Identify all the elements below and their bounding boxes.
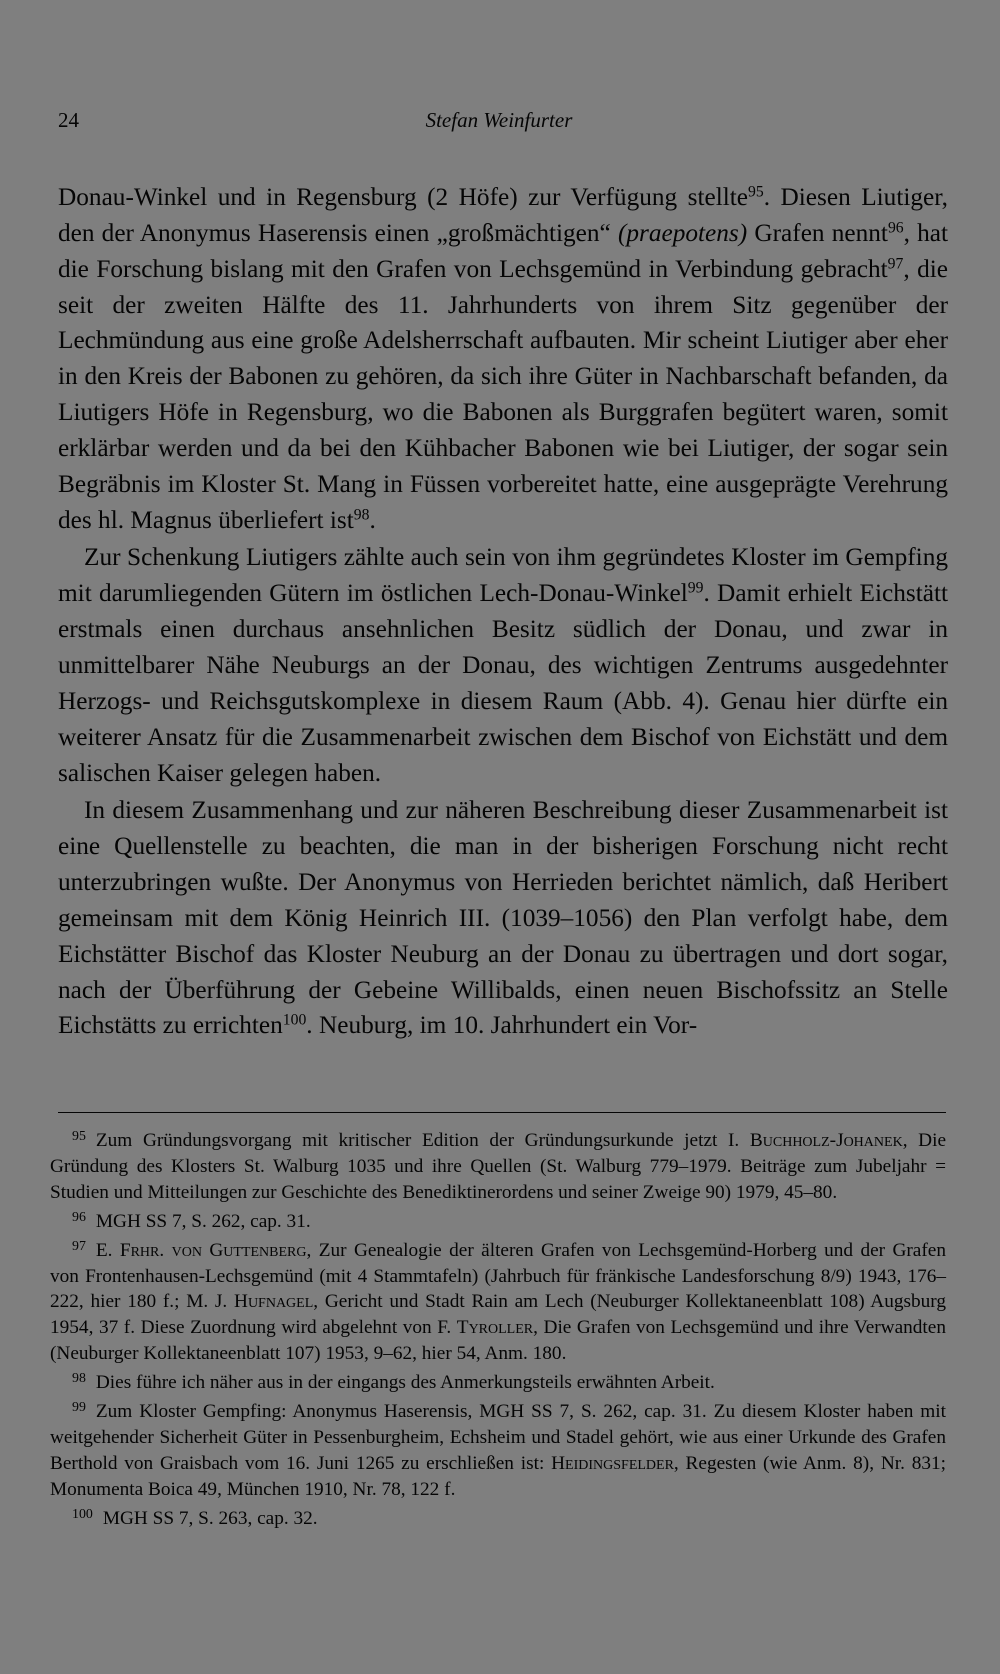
text-run: , die seit der zweiten Hälfte des 11. Jahrhunderts von ihrem Sitz gegenüber der Lechmündung aus eine große Adelsherrschaft aufbauten. Mir scheint Liutiger aber eher in den Kreis der Babonen zu gehören, da sich ihre Güter in Nachbarschaft befanden, da Liutigers Höfe in Regensburg, wo die Babonen als Burggrafen begütert waren, somit erklärbar werden und da bei den Kühbacher Babonen wie bei Liutiger, der sogar sein Begräbnis im Kloster St. Mang in Füssen vorbereitet hatte, eine ausgeprägte Verehrung des hl. Magnus überliefert ist <box>58 254 948 534</box>
footnote-96: 96 MGH SS 7, S. 262, cap. 31. <box>72 1209 311 1232</box>
footnote-97: 97 E. Frhr. von Guttenberg, Zur Genealogie der älteren Grafen von Lechsgemünd-Horberg und der Grafen von Frontenhausen-Lechsgemünd (mit 4 Stammtafeln) (Jahrbuch für fränkische Landesforschung 8/9) 1943, 176–222, hier 180 f.; M. J. Hufnagel, Gericht und Stadt Rain am Lech (Neuburger Kollektaneenblatt 108) Augsburg 1954, 37 f. Diese Zuordnung wird abgelehnt von F. Tyroller, Die Grafen von Lechsgemünd und ihre Verwandten (Neuburger Kollektaneenblatt 107) 1953, 9–62, hier 54, Anm. 180. <box>50 1238 946 1365</box>
text-run: . Diesen Liutiger, den der Anonymus Haserensis einen „großmächtigen“ <box>58 183 948 247</box>
author-name: Hufnagel <box>234 1291 314 1313</box>
italic-term: (praepotens) <box>617 218 748 247</box>
footnote-text: , Regesten (wie Anm. 8), Nr. 831; Monumenta Boica 49, München 1910, Nr. 78, 122 f. <box>50 1452 946 1500</box>
footnote-text: MGH SS 7, S. 263, cap. 32. <box>102 1507 318 1529</box>
footnote-ref: 97 <box>887 255 904 273</box>
footnote-ref: 96 <box>887 219 904 237</box>
text-run: Grafen nennt <box>747 218 888 247</box>
author-name: Tyroller <box>456 1317 534 1339</box>
author-name: Frhr. von Guttenberg <box>119 1239 307 1261</box>
main-text <box>58 180 948 1044</box>
footnote-ref: 100 <box>282 1011 307 1029</box>
author-name: Buchholz-Johanek <box>749 1130 903 1151</box>
text-run: Zur Schenkung Liutigers zählte auch sein von ihm gegründetes Kloster im Gempfing mit darumliegenden Gütern im östlichen Lech-Donau-Winkel <box>58 543 948 608</box>
paragraph-3 <box>58 793 948 1044</box>
footnote-text: Zum Gründungsvorgang mit kritischer Edition der Gründungsurkunde jetzt I. <box>95 1130 750 1151</box>
footnotes <box>50 1128 946 1535</box>
page-header <box>58 108 940 142</box>
footnote-ref: 98 <box>353 505 370 523</box>
text-run: . <box>369 505 376 534</box>
footnote-text: , Zur Genealogie der älteren Grafen von Lechsgemünd-Horberg und der Grafen von Frontenhausen-Lechsgemünd (mit 4 Stammtafeln) (Jahrbuch für fränkische Landesforschung 8/9) 1943, 176–222, hier 180 f.; M. J. <box>50 1239 946 1313</box>
paragraph-2 <box>58 540 948 791</box>
paragraph-1 <box>58 180 948 538</box>
footnote-text: E. <box>95 1239 120 1261</box>
footnote-text: Zum Kloster Gempfing: Anonymus Haserensis, MGH SS 7, S. 262, cap. 31. Zu diesem Kloster haben mit weitgehender Sicherheit Güter in Pessenburgheim, Echsheim und Stadel gehört, wie aus einer Urkunde des Grafen Berthold von Graisbach vom 16. Juni 1265 zu erschließen ist: <box>50 1401 946 1474</box>
footnote-100: 100 MGH SS 7, S. 263, cap. 32. <box>72 1506 318 1529</box>
author-name: Heidingsfelder <box>551 1452 674 1474</box>
text-run: . Damit erhielt Eichstätt erstmals einen durchaus ansehnlichen Besitz südlich der Donau, und zwar in unmittelbarer Nähe Neuburgs an der Donau, des wichtigen Zentrums ausgedehnter Herzogs- und Reichsgutskomplexe in diesem Raum (Abb. 4). Genau hier dürfte ein weiterer Ansatz für die Zusammenarbeit zwischen dem Bischof von Eichstätt und dem salischen Kaiser gelegen haben. <box>58 579 949 787</box>
text-run: , hat die Forschung bislang mit den Grafen von Lechsgemünd in Verbindung gebracht <box>58 218 948 283</box>
footnote-text: , Gericht und Stadt Rain am Lech (Neuburger Kollektaneenblatt 108) Augsburg 1954, 37 f. Diese Zuordnung wird abgelehnt von F. <box>50 1291 946 1339</box>
footnote-text: Dies führe ich näher aus in der eingangs des Anmerkungsteils erwähnten Arbeit. <box>95 1372 715 1394</box>
page-number: 24 <box>58 108 79 132</box>
footnote-text: , Die Gründung des Klosters St. Walburg 1035 und ihre Quellen (St. Walburg 779–1979. Beiträge zum Jubeljahr = Studien und Mitteilungen zur Geschichte des Benediktinerordens und seiner Zweige 90) 1979, 45–80. <box>50 1130 946 1203</box>
footnote-98: 98 Dies führe ich näher aus in der eingangs des Anmerkungsteils erwähnten Arbeit. <box>72 1371 715 1394</box>
running-title: Stefan Weinfurter <box>425 108 573 132</box>
footnote-ref: 99 <box>687 579 704 597</box>
footnote-ref: 95 <box>748 183 764 201</box>
text-run: Donau-Winkel und in Regensburg (2 Höfe) zur Verfügung stellte <box>58 183 749 211</box>
text-run: In diesem Zusammenhang und zur näheren Beschreibung dieser Zusammenarbeit ist eine Quellenstelle zu beachten, die man in der bisherigen Forschung nicht recht unterzubringen wußte. Der Anonymus von Herrieden berichtet nämlich, daß Heribert gemeinsam mit dem König Heinrich III. (1039–1056) den Plan verfolgt habe, dem Eichstätter Bischof das Kloster Neuburg an der Donau zu übertragen und dort sogar, nach der Überführung der Gebeine Willibalds, einen neuen Bischofssitz an Stelle Eichstätts zu errichten <box>58 796 948 1040</box>
footnote-95: 95 Zum Gründungsvorgang mit kritischer Edition der Gründungsurkunde jetzt I. Buchholz-Johanek, Die Gründung des Klosters St. Walburg 1035 und ihre Quellen (St. Walburg 779–1979. Beiträge zum Jubeljahr = Studien und Mitteilungen zur Geschichte des Benediktinerordens und seiner Zweige 90) 1979, 45–80. <box>50 1129 946 1203</box>
footnote-text: , Die Grafen von Lechsgemünd und ihre Verwandten (Neuburger Kollektaneenblatt 107) 1953, 9–62, hier 54, Anm. 180. <box>50 1317 946 1365</box>
footnote-99: 99 Zum Kloster Gempfing: Anonymus Haserensis, MGH SS 7, S. 262, cap. 31. Zu diesem Kloster haben mit weitgehender Sicherheit Güter in Pessenburgheim, Echsheim und Stadel gehört, wie aus einer Urkunde des Grafen Berthold von Graisbach vom 16. Juni 1265 zu erschließen ist: Heidingsfelder, Regesten (wie Anm. 8), Nr. 831; Monumenta Boica 49, München 1910, Nr. 78, 122 f. <box>50 1400 946 1500</box>
text-run: . Neuburg, im 10. Jahrhundert ein Vor- <box>306 1011 698 1040</box>
footnote-text: MGH SS 7, S. 262, cap. 31. <box>95 1210 311 1232</box>
footnote-divider <box>58 1112 946 1113</box>
